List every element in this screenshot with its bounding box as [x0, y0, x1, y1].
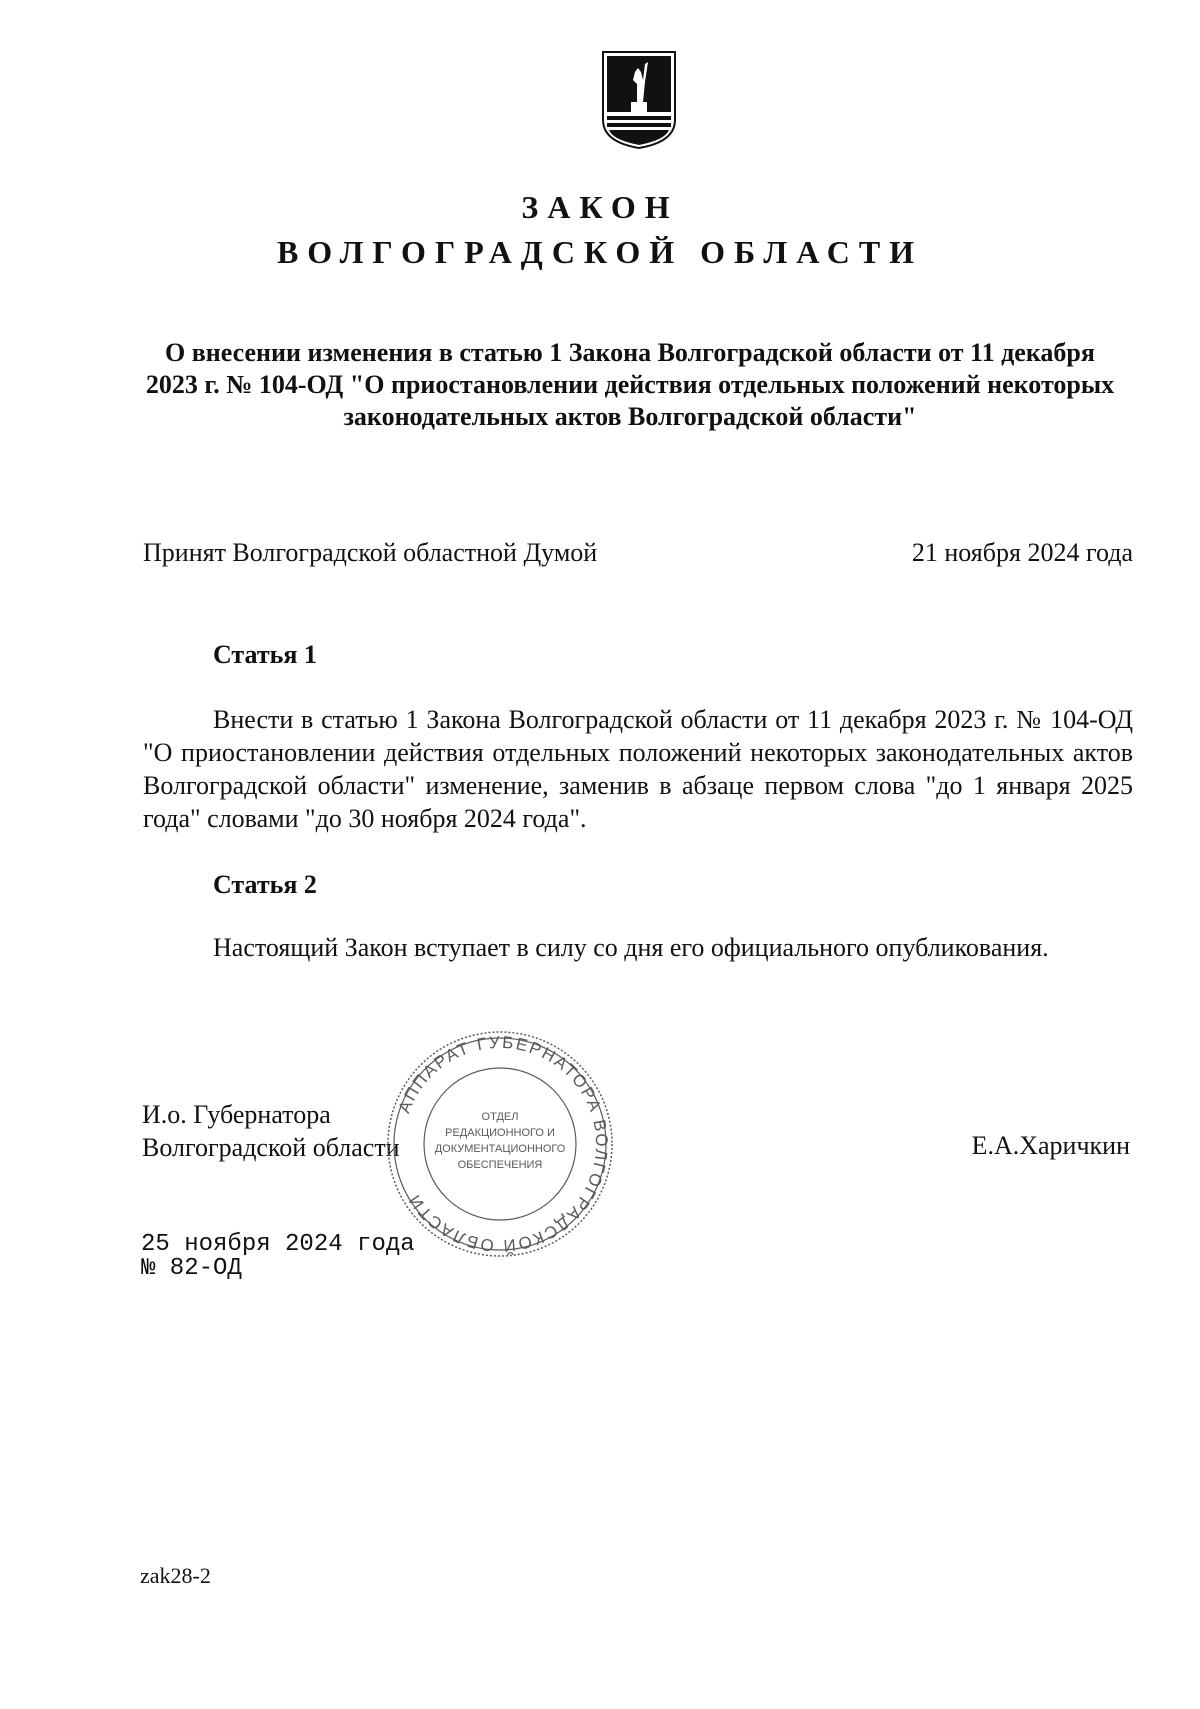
adopted-date: 21 ноября 2024 года [911, 538, 1133, 567]
article-2-heading: Статья 2 [213, 870, 317, 899]
document-title-region: ВОЛГОГРАДСКОЙ ОБЛАСТИ [276, 234, 924, 270]
stamp-inner-line-2: РЕДАКЦИОННОГО И [445, 1127, 555, 1139]
article-1-text: Внести в статью 1 Закона Волгоградской области от 11 декабря 2023 г. № 104-ОД "О приостановлении действия отдельных положений некоторых законодательных актов Волгоградской области" изменение, заменив в абзаце первом слова "до 1 января 2025 года" словами "до 30 ноября 2024 года". [143, 705, 1133, 833]
coat-of-arms-icon [601, 50, 677, 150]
document-code: zak28-2 [140, 1563, 211, 1588]
stamp-inner-line-4: ОБЕСПЕЧЕНИЯ [457, 1159, 543, 1171]
signed-date: 25 ноября 2024 года [141, 1231, 415, 1258]
signing-details [141, 1233, 415, 1281]
signatory-title-line1: И.о. Губернатора [142, 1100, 331, 1129]
law-subject: О внесении изменения в статью 1 Закона Волгоградской области от 11 декабря 2023 г. № 104-ОД "О приостановлении действия отдельных положений некоторых законодательных актов Волгоградской области" [145, 338, 1115, 431]
article-1-heading: Статья 1 [213, 640, 317, 669]
article-2-text: Настоящий Закон вступает в силу со дня его официального опубликования. [213, 933, 1049, 962]
document-title: ЗАКОН [521, 189, 679, 225]
signatory-name: Е.А.Харичкин [971, 1131, 1130, 1160]
stamp-inner-line-3: ДОКУМЕНТАЦИОННОГО [434, 1143, 566, 1155]
signatory-title-line2: Волгоградской области [142, 1133, 400, 1162]
adoption-line [143, 538, 1133, 568]
stamp-outer-text: АППАРАТ ГУБЕРНАТОРА ВОЛГОГРАДСКОЙ ОБЛАСТИ [394, 1032, 612, 1256]
signatory-title [142, 1098, 400, 1164]
law-number: № 82-ОД [141, 1255, 242, 1282]
stamp-inner-line-1: ОТДЕЛ [481, 1111, 519, 1123]
adopted-by: Принят Волгоградской областной Думой [143, 538, 598, 567]
official-stamp [384, 1028, 616, 1260]
